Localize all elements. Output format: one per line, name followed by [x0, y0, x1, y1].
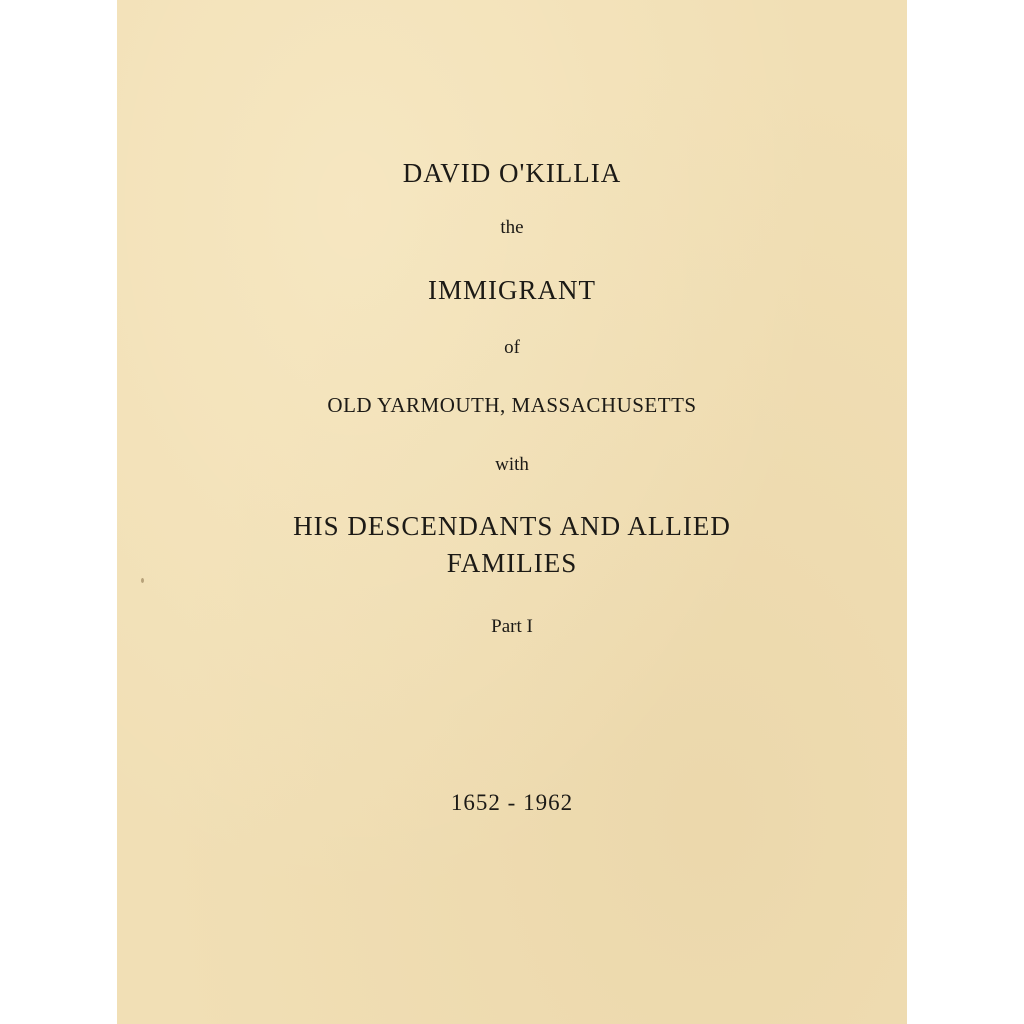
book-title-page	[117, 0, 907, 1024]
role-heading: IMMIGRANT	[428, 275, 596, 305]
part-label: Part I	[491, 616, 533, 637]
subtitle-line-1: HIS DESCENDANTS AND ALLIED	[293, 511, 731, 541]
connector-the: the	[500, 217, 524, 238]
author-name-heading: DAVID O'KILLIA	[402, 158, 622, 188]
years-range: 1652 - 1962	[450, 790, 574, 815]
connector-with: with	[495, 454, 529, 475]
place-heading: OLD YARMOUTH, MASSACHUSETTS	[327, 393, 697, 417]
connector-of: of	[504, 337, 520, 358]
paper-speck	[141, 578, 144, 583]
subtitle-line-2: FAMILIES	[446, 548, 578, 578]
